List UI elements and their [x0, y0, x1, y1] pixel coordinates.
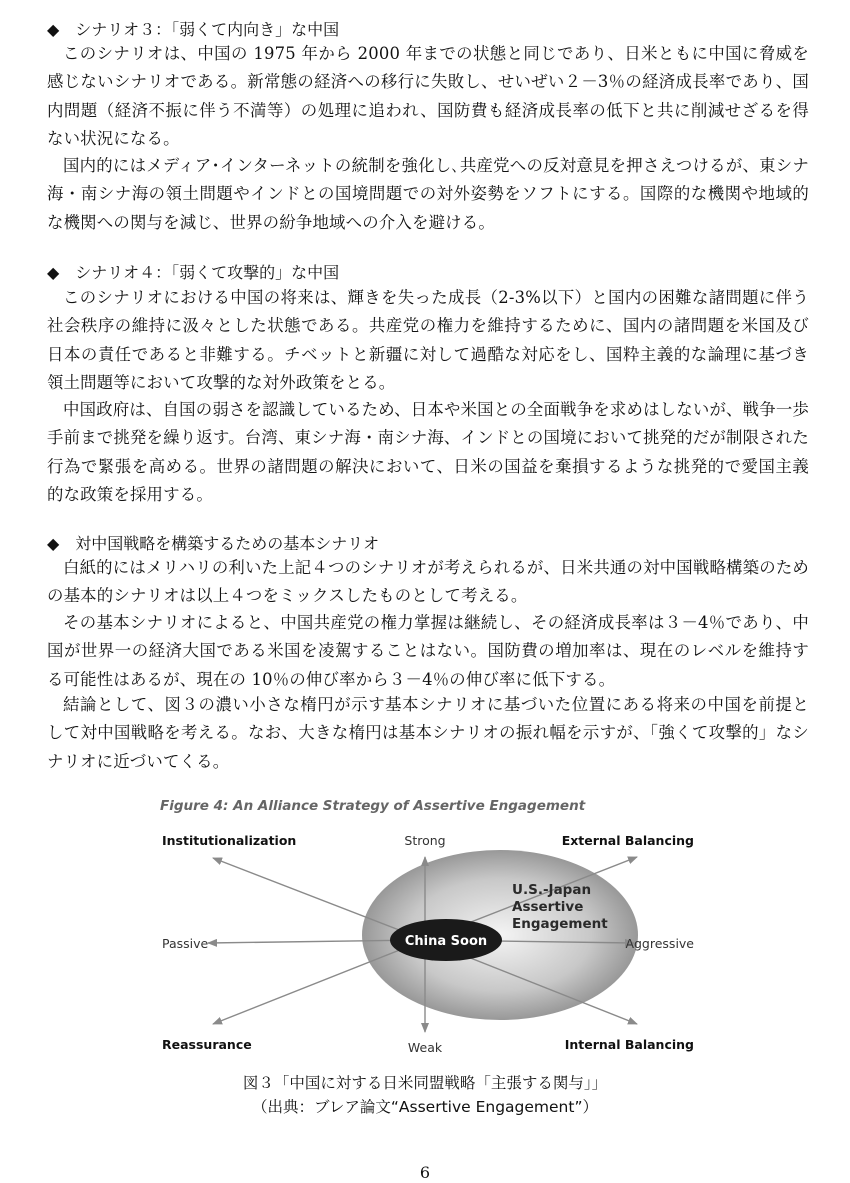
label-top-right: External Balancing — [561, 833, 694, 848]
paragraph: このシナリオは、中国の 1975 年から 2000 年までの状態と同じであり、日米ともに中国に脅威を感じないシナリオである。新常態の経済への移行に失敗し、せいぜい２－3％の経済成長率であり、国内問題（経済不振に伴う不満等）の処理に追われ、国防費も経済成長率の低下と共に削減せざるを得ない状況になる。 — [47, 44, 809, 149]
inner-ellipse-label: China Soon — [404, 934, 488, 949]
paragraph: その基本シナリオによると、中国共産党の権力掌握は継続し、その経済成長率は３－4％であり、中国が世界一の経済大国である米国を凌駕することはない。国防費の増加率は、現在のレベルを維持する可能性はあるが、現在の 10％の伸び率から３－4％の伸び率に低下する。 — [47, 613, 809, 689]
figure-title: Figure 4: An Alliance Strategy of Assertive Engagement — [160, 798, 586, 814]
section-heading-base-scenario: ◆ 対中国戦略を構築するための基本シナリオ — [47, 534, 380, 553]
label-bottom-left: Reassurance — [162, 1037, 252, 1052]
outer-ellipse-label-line: Engagement — [512, 916, 608, 932]
label-right: Aggressive — [625, 936, 694, 951]
outer-ellipse-label-line: Assertive — [512, 899, 584, 915]
label-bottom: Weak — [407, 1040, 443, 1055]
paragraph: このシナリオにおける中国の将来は、輝きを失った成長（2-3%以下）と国内の困難な諸問題に伴う社会秩序の維持に汲々とした状態である。共産党の権力を維持するために、国内の諸問題を米国及び日本の責任であると非難する。チベットと新疆に対して過酷な対応をし、国粋主義的な論理に基づき領土問題等において攻撃的な対外政策をとる。 — [47, 288, 809, 393]
section-heading-scenario-3: ◆ シナリオ３：「弱くて内向き」な中国 — [47, 20, 340, 39]
paragraph: 結論として、図３の濃い小さな楕円が示す基本シナリオに基づいた位置にある将来の中国を前提として対中国戦略を考える。なお、大きな楕円は基本シナリオの振れ幅を示すが、「強くて攻撃的」なシナリオに近づいてくる。 — [47, 695, 809, 771]
label-top-left: Institutionalization — [162, 833, 297, 848]
paragraph: 白紙的にはメリハリの利いた上記４つのシナリオが考えられるが、日米共通の対中国戦略構築のための基本的シナリオは以上４つをミックスしたものとして考える。 — [47, 558, 809, 606]
label-top: Strong — [404, 833, 446, 848]
outer-ellipse-label-line: U.S.-Japan — [512, 882, 592, 898]
label-bottom-right: Internal Balancing — [564, 1037, 694, 1052]
label-left: Passive — [162, 936, 209, 951]
paragraph: 中国政府は、自国の弱さを認識しているため、日本や米国との全面戦争を求めはしないが、戦争一歩手前まで挑発を繰り返す。台湾、東シナ海・南シナ海、インドとの国境において挑発的だが制限された行為で緊張を高める。世界の諸問題の解決において、日米の国益を棄損するような挑発的で愛国主義的な政策を採用する。 — [47, 400, 809, 505]
figure-source: （出典：ブレア論文“Assertive Engagement”） — [252, 1098, 598, 1116]
page-number: 6 — [419, 1163, 431, 1182]
paragraph: 国内的にはメディア･インターネットの統制を強化し､共産党への反対意見を押さえつけるが、東シナ海・南シナ海の領土問題やインドとの国境問題での対外姿勢をソフトにする。国際的な機関や地域的な機関への関与を減じ、世界の紛争地域への介入を避ける。 — [47, 156, 809, 232]
section-heading-scenario-4: ◆ シナリオ４：「弱くて攻撃的」な中国 — [47, 263, 340, 282]
figure-caption: 図３「中国に対する日米同盟戦略「主張する関与」」 — [242, 1074, 608, 1092]
